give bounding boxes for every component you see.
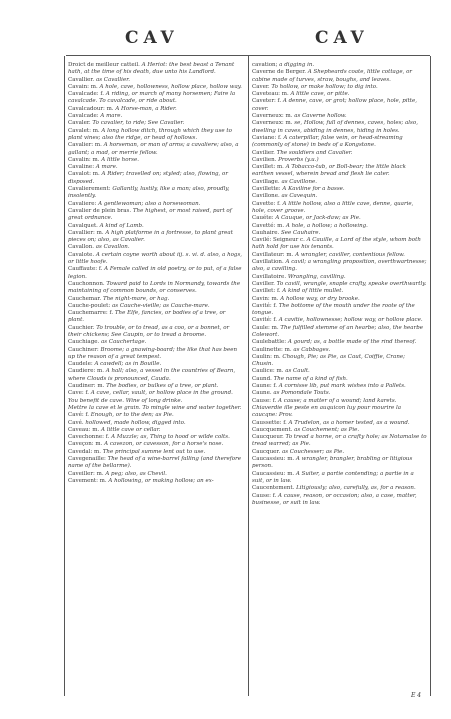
dictionary-entry — [68, 201, 243, 208]
entry-headword: Cavalote. — [68, 251, 95, 258]
dictionary-entry — [252, 296, 427, 303]
entry-headword: Cavillation. — [252, 259, 284, 266]
entry-definition: Mettre la cave et le grain. To mingle wine and water together. — [68, 404, 242, 411]
dictionary-entry — [252, 157, 427, 164]
entry-definition: A gentlewoman; also a horsewoman. — [98, 200, 201, 207]
entry-definition: A little hollow, also a little cave, denne, quarie, hole, cover groove. — [252, 200, 414, 214]
entry-headword: Cavalcade: f. — [68, 91, 104, 98]
entry-headword: Cavité: f. — [252, 317, 278, 324]
entry-headword: Caucentement. — [252, 485, 295, 492]
entry-definition: The night-mare, or hag. — [102, 295, 170, 302]
dictionary-entry — [252, 259, 427, 274]
dictionary-entry — [252, 339, 427, 346]
header-left-word: CAV — [125, 28, 179, 48]
dictionary-entry — [252, 120, 427, 135]
entry-headword: Caulice: m. — [252, 368, 284, 375]
dictionary-entry — [252, 347, 427, 354]
dictionary-entry — [68, 420, 243, 427]
dictionary-entry — [252, 325, 427, 340]
entry-definition: A mare. — [95, 164, 118, 171]
dictionary-entry — [68, 339, 243, 346]
dictionary-entry — [252, 354, 427, 369]
entry-definition: as Cavallon. — [95, 244, 130, 251]
dictionary-entry — [252, 69, 427, 84]
entry-definition: as Cauche-vieille; as Cauche-mare. — [111, 302, 210, 309]
entry-definition: A high platforme in a fortresse, to plant great pieces on; also, as Cavalier. — [68, 229, 233, 244]
entry-definition: A Rider; travelled on; styled; also, flowing, or disposed. — [68, 171, 228, 185]
dictionary-entry — [252, 135, 427, 150]
dictionary-entry — [252, 186, 427, 193]
dictionary-entry — [68, 223, 243, 230]
entry-headword: Caveteau: m. — [252, 91, 289, 98]
entry-definition: as Cauchertage. — [100, 339, 147, 346]
entry-headword: Cavallier. — [68, 76, 95, 83]
page-header — [70, 28, 430, 52]
entry-definition: as Cavequin. — [281, 193, 318, 200]
entry-definition: A cause, reason, or occasion; also, a case, matter, businesse, or suit in law. — [252, 492, 417, 506]
entry-definition: See Cauhaire. — [281, 229, 321, 236]
entry-headword: Caune. — [252, 390, 272, 397]
dictionary-entry — [68, 383, 243, 390]
dictionary-entry — [68, 208, 243, 223]
dictionary-entry — [68, 106, 243, 113]
dictionary-entry — [68, 84, 243, 91]
entry-headword: Cauhaire. — [252, 229, 280, 236]
entry-definition: se, Hollow, full of dennes, caves, holes; also, dwelling in caves, abiding in dennes, hiding in holes. — [252, 120, 418, 134]
entry-definition: A long hollow ditch, through which they use to plant vines; also the ridge, or head of hollows. — [68, 127, 232, 141]
dictionary-entry — [252, 493, 427, 508]
entry-definition: hollowed, made hollow, digged into. — [85, 419, 186, 426]
dictionary-entry — [252, 237, 427, 252]
entry-definition: A Muzzle; as, Thing to hood or wilde colts. — [111, 434, 230, 441]
dictionary-entry — [252, 398, 427, 405]
entry-headword: Cauchiage. — [68, 339, 100, 346]
entry-headword: Caverneux: m. — [252, 120, 293, 127]
entry-definition: A horseman, or man of arms; a cavaliere; also, a gallant; a mad, or merrie fellow. — [68, 142, 239, 156]
entry-headword: Droict de meilleur catteil. — [68, 62, 140, 68]
entry-definition: as Cabbages. — [293, 346, 331, 353]
entry-headword: Cauchemarre: f. — [68, 310, 114, 317]
entry-definition: A denne, cave, or grot; hollow place, hole, pitte, cover. — [252, 98, 417, 112]
dictionary-entry — [252, 288, 427, 295]
entry-definition: A Tobacco-tub, or Boll-bear; the little black earthen vessel, wherein bread and flesh lie cater. — [252, 164, 406, 178]
entry-headword: Cavillatoire. — [252, 273, 287, 280]
entry-headword: Caviane: f. — [252, 134, 282, 141]
entry-headword: Cauchier. — [68, 324, 95, 331]
entry-headword: Cauéte: — [252, 215, 274, 222]
dictionary-entry — [252, 150, 427, 157]
entry-headword: Caver. — [252, 83, 270, 90]
entry-definition: A little cave, or pitte. — [290, 91, 350, 98]
entry-definition: A little cave or cellar. — [101, 426, 161, 433]
entry-headword: Cavin: m. — [252, 295, 279, 302]
entry-headword: Cauche-poulet: — [68, 302, 111, 309]
entry-headword: Cavillateur: m. — [252, 251, 294, 258]
entry-definition: A mare. — [100, 113, 123, 120]
dictionary-entry — [252, 179, 427, 186]
entry-definition: A hall; also, a vessel in the countries of Bearn, where Clouds is pronounced, Cauda. — [68, 368, 236, 382]
entry-definition: A kind of little mullet. — [282, 288, 344, 295]
dictionary-entry — [68, 142, 243, 157]
dictionary-entry — [252, 456, 427, 471]
entry-definition: as Couchesser; as Pie. — [281, 448, 345, 455]
entry-headword: Cavité: f. — [252, 302, 278, 309]
dictionary-entry — [68, 390, 243, 397]
entry-headword: Cavechonne: f. — [68, 434, 110, 441]
dictionary-entry — [68, 296, 243, 303]
dictionary-entry — [68, 456, 243, 471]
entry-headword: Cavalquet. — [68, 222, 98, 229]
entry-definition: as Cavallier. — [95, 76, 130, 83]
entry-headword: Cavaliere: — [68, 200, 97, 207]
entry-definition: A cause; a matter of a wound; land karets. — [278, 397, 397, 404]
entry-definition: To trouble, or to tread, as a coo, or a bonnet, or their chickens; See Caupin, or to tread a broome. — [68, 324, 230, 338]
entry-definition: A Cauque, or Jack-daw; as Pie. — [275, 215, 361, 222]
entry-definition: The bottome of the mouth under the roote of the tongue. — [252, 302, 415, 317]
entry-headword: Cavillet: m. — [252, 164, 284, 171]
entry-headword: Cavallon. — [68, 244, 94, 251]
entry-definition: A certain coyne worth about iij. s. vi. d. also, a hogs, or little hoofe. — [68, 251, 243, 266]
dictionary-entry — [68, 186, 243, 201]
dictionary-entry — [252, 376, 427, 383]
dictionary-entry — [252, 427, 427, 434]
left-column — [68, 62, 243, 694]
entry-definition: as Couchement; as Pie. — [294, 426, 360, 433]
entry-headword: Caune: f. — [252, 383, 278, 390]
entry-headword: Caund. — [252, 375, 272, 382]
entry-headword: Cavilien. — [252, 156, 277, 163]
dictionary-entry — [68, 478, 243, 485]
entry-definition: A cornisse lib, put mark wishes into a Pallets. — [278, 383, 406, 390]
entry-headword: Caule: m. — [252, 324, 279, 331]
entry-headword: Cavegenaille: — [68, 456, 106, 463]
entry-definition: A hollow way, or dry brooke. — [280, 295, 360, 302]
dictionary-entry — [68, 361, 243, 368]
entry-definition: The name of a kind of fish. — [273, 375, 348, 382]
dictionary-entry — [68, 77, 243, 84]
entry-definition: To tread a horne, or a crafty hole; as Notamalse to tread warred; as Pie. — [252, 434, 427, 448]
entry-headword: Caucassieu: m. — [252, 470, 295, 477]
entry-headword: Cavette: f. — [252, 200, 281, 207]
entry-definition: A caterpillar, false vein, or head-streaming (commonly of stone) in beds of a Kongstone. — [252, 134, 403, 149]
dictionary-entry — [68, 471, 243, 478]
entry-headword: Cavement: m. — [68, 477, 107, 484]
dictionary-entry — [252, 317, 427, 324]
dictionary-entry — [252, 91, 427, 98]
entry-headword: Cavillet: f. — [252, 288, 281, 295]
entry-definition: Litigiously; also, carefully, as, for a reason. — [296, 485, 416, 492]
entry-definition: A cave, cellar, vault, or hollow place in the ground. — [90, 390, 233, 397]
dictionary-entry — [68, 171, 243, 186]
dictionary-entry — [252, 420, 427, 427]
dictionary-entry — [252, 303, 427, 318]
entry-definition: A gourd; as, a bottle made of the rind thereof. — [287, 339, 417, 346]
catchword: E 4 — [411, 692, 422, 699]
entry-headword: Cause: f. — [252, 397, 277, 404]
entry-definition: A Cauille, a Lord of the style, whom both hath hold for use his tenants. — [252, 237, 421, 251]
entry-definition: The fulfilled stemme of an hearbe; also, the hearbe Colewort. — [252, 324, 423, 338]
entry-headword: Caucqueur. — [252, 434, 284, 441]
dictionary-entry — [68, 449, 243, 456]
entry-definition: A cavezon, or cavesson, for a horse's nose. — [104, 441, 224, 448]
entry-definition: A Shepheards coate, little cottage, or cabine made of turves, straw, boughs, and leaves. — [252, 69, 413, 83]
dictionary-entry — [68, 157, 243, 164]
entry-definition: A hole, cave, hollowness, hollow place, hollow way. — [99, 83, 242, 90]
entry-definition: A cavil; a wrangling proposition, overthwartnesse; also, a cavilling. — [252, 259, 427, 273]
dictionary-entry — [252, 471, 427, 486]
entry-headword: Cavalet: m. — [68, 127, 100, 134]
entry-definition: The souldiers and Cavalier. — [276, 149, 353, 156]
dictionary-entry — [68, 244, 243, 251]
entry-definition: To cavill, wrangle, snaple crafty, speake overthwartly. — [276, 280, 427, 287]
entry-definition: A Kaviline for a basse. — [282, 186, 345, 193]
entry-definition: The head of a wine-barrel falling (and therefore name of the bellarme). — [68, 456, 241, 470]
entry-definition: A cawdell; as in Bouille. — [94, 361, 162, 368]
entry-headword: Cavalot: m. — [68, 171, 100, 178]
entry-definition: Enough, or to the den; as Pie. — [90, 412, 174, 419]
dictionary-entry — [68, 434, 243, 441]
dictionary-entry — [68, 427, 243, 434]
entry-headword: Cavalier de plein bras. — [68, 207, 132, 214]
entry-headword: Cave: f. — [68, 390, 90, 397]
entry-definition: as Caverne hollow. — [294, 113, 347, 120]
entry-definition: The highest, or most raised, part of great ordnance. — [68, 207, 232, 222]
entry-headword: Caviller. — [252, 280, 275, 287]
dictionary-entry — [68, 128, 243, 143]
dictionary-entry — [252, 405, 427, 420]
entry-definition: To cavalier, to ride; See Cavalier. — [92, 120, 185, 127]
entry-headword: Caucquement. — [252, 426, 293, 433]
dictionary-entry — [252, 215, 427, 222]
entry-headword: Caulin: m. — [252, 353, 281, 360]
dictionary-entry — [68, 310, 243, 325]
dictionary-entry — [252, 113, 427, 120]
entry-definition: A Trudelon, as a homer tested, as a wound. — [288, 419, 410, 426]
entry-definition: To hollow, or make hollow; to dig into. — [271, 83, 378, 90]
entry-headword: Caudele: — [68, 361, 93, 368]
entry-definition: A wrangler, caviller, contentious fellow. — [295, 251, 405, 258]
entry-headword: Caveau: m. — [68, 426, 100, 433]
entry-definition: Wrangling, cavilling. — [287, 273, 346, 280]
dictionary-entry — [68, 120, 243, 127]
entry-definition: A riding, or march of many horsemen; Faire la cavalcade. To cavalcade, or ride about. — [68, 91, 236, 105]
entry-headword: Cavallier: m. — [68, 229, 104, 236]
entry-definition: Broome; a gnawing-board; the like that has been up the reason of a great tempest. — [68, 346, 238, 360]
dictionary-entry — [68, 281, 243, 296]
entry-definition: Proverbs (y.u.) — [278, 156, 319, 163]
header-right-word: CAV — [315, 28, 369, 48]
entry-headword: Caulinette: m. — [252, 346, 292, 353]
entry-headword: Cavalier: m. — [68, 142, 102, 149]
dictionary-entry — [68, 62, 243, 77]
dictionary-entry — [252, 368, 427, 375]
entry-headword: Cause: f. — [252, 492, 277, 499]
entry-definition: A Suiter, a partie contending; a partie in a suit, or in law. — [252, 470, 414, 484]
entry-definition: A little horse. — [101, 156, 139, 163]
dictionary-entry — [252, 84, 427, 91]
entry-definition: Gallantly, lustily, like a man; also, proudly, insolently. — [68, 186, 230, 200]
entry-headword: cavation; — [252, 62, 278, 68]
entry-definition: A kind of Lamb. — [99, 222, 144, 229]
entry-headword: Caverneux: m. — [252, 113, 293, 120]
entry-definition: A Horse-man, a Rider. — [115, 105, 177, 112]
entry-definition: A Female called in old poetry, or to put, of a false legion. — [68, 266, 242, 280]
entry-definition: The Elfe, fancies, or bodies of a tree, or plant. — [68, 310, 226, 324]
entry-definition: The principal summe lent out to use. — [102, 448, 206, 455]
entry-headword: Cavilé: Seigneur c. — [252, 237, 305, 244]
entry-headword: Cauchonnon. — [68, 280, 105, 287]
entry-headword: Cavalcade: — [68, 113, 99, 120]
dictionary-entry — [252, 390, 427, 397]
entry-definition: as Pomondale Touts. — [273, 390, 331, 397]
entry-headword: Caudiere: m. — [68, 368, 105, 375]
entry-definition: A wrangler, brangler, brabling or litigious person. — [252, 456, 413, 470]
entry-definition: The bodies, or bulkes of a tree, or plant. — [106, 383, 219, 390]
entry-headword: Cavaler. — [68, 120, 91, 127]
entry-definition: Chough, Pie; as Pie, as Caut, Coiffie, Crane; Chusin. — [252, 353, 405, 368]
entry-headword: Cavetté: m. — [252, 222, 285, 229]
dictionary-entry — [68, 368, 243, 383]
dictionary-entry — [68, 266, 243, 281]
entry-definition: Toward paid to Lords in Normandy, towards the maintaining of common bounds, or conserves. — [68, 280, 241, 295]
column-divider — [248, 56, 249, 696]
entry-definition: A hole, a hollow; a hollowing. — [285, 222, 368, 229]
dictionary-entry — [252, 62, 427, 69]
dictionary-entry — [68, 230, 243, 245]
entry-headword: Cavillette: — [252, 186, 281, 193]
dictionary-entry — [252, 223, 427, 230]
entry-definition: A cavitie, hollownesse; hollow way, or hollow place. — [278, 317, 423, 324]
entry-definition: A peg; also, as Chevil. — [105, 470, 167, 477]
dictionary-entry — [68, 91, 243, 106]
entry-definition: You benefit de cave. Wine of long drinke. — [68, 397, 183, 404]
entry-headword: Cavillage. — [252, 178, 280, 185]
entry-definition: as Cault. — [285, 368, 310, 375]
entry-headword: Cavain: m. — [68, 83, 98, 90]
dictionary-entry — [252, 98, 427, 113]
entry-definition: A hollowing, or making hollow; an ex- — [108, 477, 214, 484]
dictionary-entry — [252, 193, 427, 200]
dictionary-entry — [252, 164, 427, 179]
entry-headword: Cauchemar. — [68, 295, 102, 302]
entry-definition: Chiaverdie ille peste en auquicon luy pour mourire la caucqne: Prov. — [252, 404, 402, 419]
dictionary-entry — [68, 325, 243, 340]
entry-headword: Cavalin: m. — [68, 156, 100, 163]
dictionary-entry — [68, 252, 243, 267]
dictionary-entry — [252, 201, 427, 216]
dictionary-entry — [252, 485, 427, 492]
entry-headword: Caudiner: m. — [68, 383, 105, 390]
entry-headword: Cavilier. — [252, 149, 275, 156]
dictionary-entry — [68, 347, 243, 362]
entry-headword: Cavé: f. — [68, 412, 90, 419]
right-column — [252, 62, 427, 694]
entry-definition: a digging in. — [279, 62, 315, 68]
entry-headword: Caucassieu: m. — [252, 456, 295, 463]
frame-right-rule — [430, 56, 431, 696]
dictionary-entry — [68, 398, 243, 405]
frame-left-rule — [64, 56, 65, 696]
entry-headword: Cavalierement: — [68, 186, 111, 193]
dictionary-entry — [68, 412, 243, 419]
entry-headword: Cauffaute: f. — [68, 266, 103, 273]
entry-headword: Cavaline: — [68, 164, 95, 171]
entry-headword: Caveter: f. — [252, 98, 282, 105]
dictionary-entry — [68, 303, 243, 310]
dictionary-entry — [252, 434, 427, 449]
dictionary-entry — [68, 441, 243, 448]
dictionary-entry — [252, 383, 427, 390]
entry-headword: Caucquer. — [252, 448, 281, 455]
entry-definition: A Heriot: the best beast a Tenant hath, at the time of his death, due unto his Landlord. — [68, 62, 235, 76]
dictionary-entry — [252, 281, 427, 288]
entry-headword: Cavedal: m. — [68, 448, 101, 455]
entry-headword: Caussette: f. — [252, 419, 287, 426]
dictionary-entry — [252, 274, 427, 281]
entry-headword: Caulebattle: — [252, 339, 287, 346]
entry-headword: Cavé. — [68, 419, 84, 426]
entry-headword: Caveçon: m. — [68, 441, 103, 448]
entry-headword: Caveiller: m. — [68, 470, 104, 477]
dictionary-entry — [68, 164, 243, 171]
entry-headword: Cavillone. — [252, 193, 280, 200]
dictionary-entry — [252, 449, 427, 456]
dictionary-entry — [68, 113, 243, 120]
entry-definition: as Cavillone. — [281, 178, 318, 185]
dictionary-entry — [252, 252, 427, 259]
entry-headword: Caverne de Berger. — [252, 69, 307, 76]
entry-headword: Cavalcadour: m. — [68, 105, 114, 112]
entry-headword: Cauchiner: — [68, 346, 99, 353]
